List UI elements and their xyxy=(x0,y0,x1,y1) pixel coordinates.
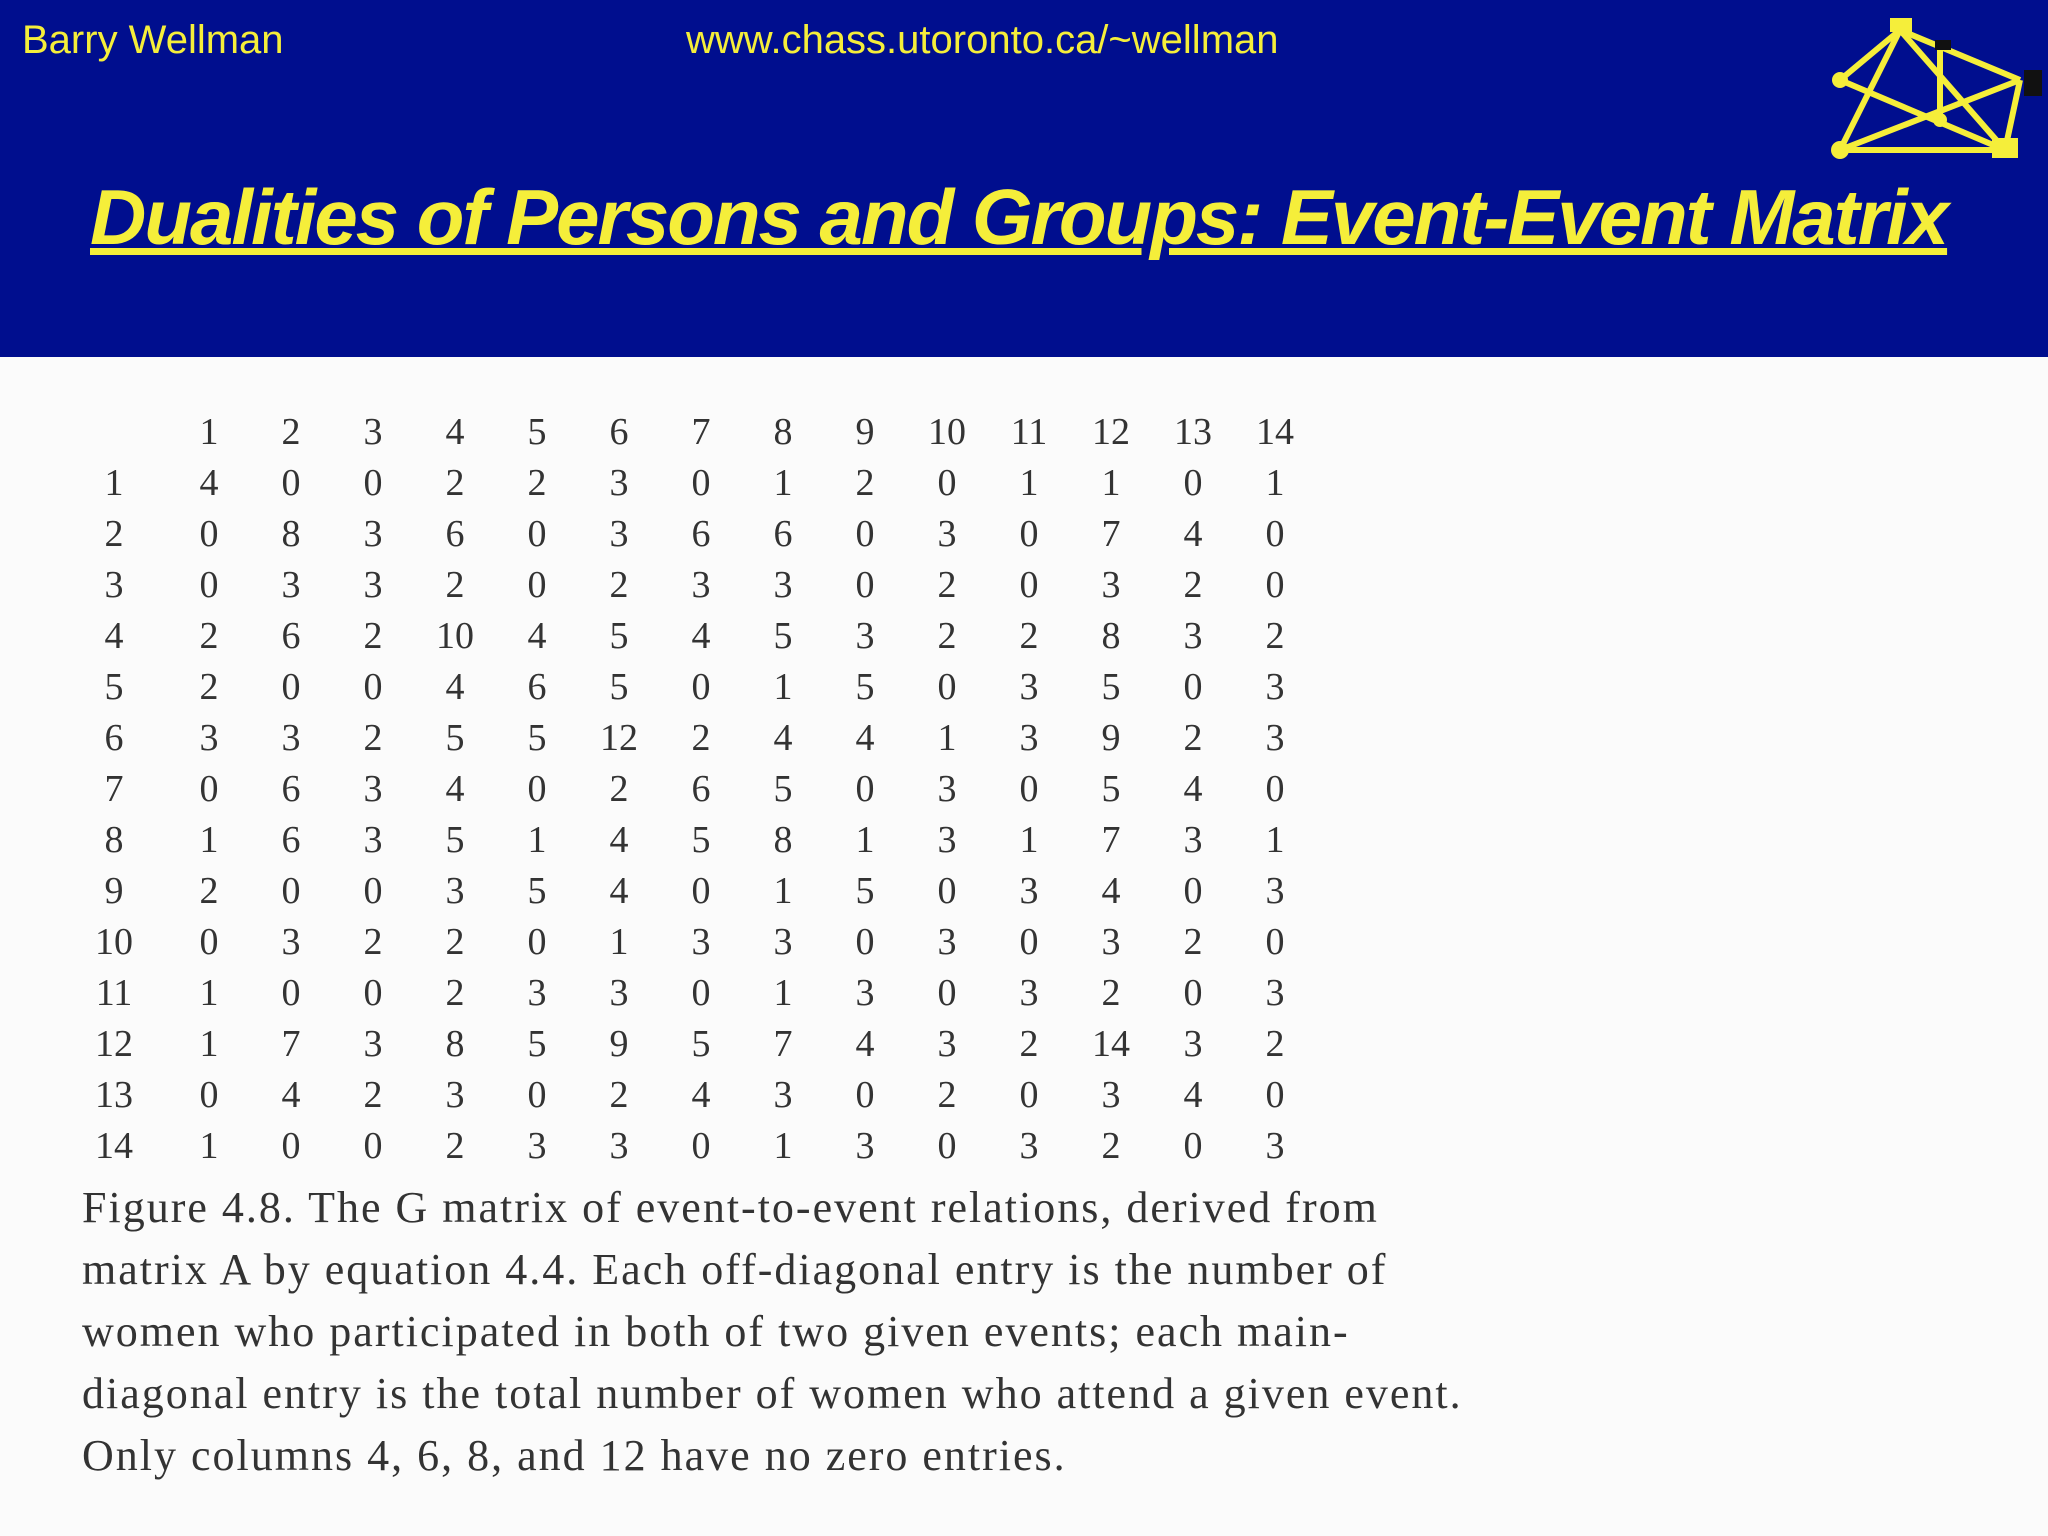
matrix-cell: 5 xyxy=(691,1023,711,1065)
row-label: 9 xyxy=(104,870,124,912)
row-label: 2 xyxy=(104,513,124,555)
column-header: 7 xyxy=(691,411,711,453)
row-label: 6 xyxy=(104,717,124,759)
matrix-cell: 0 xyxy=(199,1074,219,1116)
matrix-cell: 0 xyxy=(937,462,957,504)
matrix-cell: 3 xyxy=(281,921,301,963)
matrix-cell: 3 xyxy=(363,819,383,861)
matrix-cell: 3 xyxy=(363,1023,383,1065)
matrix-cell: 2 xyxy=(1183,717,1203,759)
matrix-cell: 4 xyxy=(855,1023,875,1065)
matrix-cell: 0 xyxy=(281,462,301,504)
matrix-cell: 1 xyxy=(1265,819,1285,861)
matrix-cell: 1 xyxy=(199,1023,219,1065)
matrix-cell: 8 xyxy=(281,513,301,555)
matrix-cell: 3 xyxy=(199,717,219,759)
matrix-cell: 5 xyxy=(1101,666,1121,708)
matrix-cell: 2 xyxy=(445,921,465,963)
matrix-row xyxy=(60,611,1316,662)
matrix-cell: 2 xyxy=(199,666,219,708)
matrix-cell: 5 xyxy=(445,717,465,759)
matrix-cell: 5 xyxy=(773,615,793,657)
matrix-cell: 4 xyxy=(691,1074,711,1116)
caption-line: Figure 4.8. The G matrix of event-to-event relations, derived from xyxy=(82,1183,1379,1232)
matrix-cell: 6 xyxy=(445,513,465,555)
matrix-cell: 0 xyxy=(527,1074,547,1116)
matrix-cell: 5 xyxy=(855,870,875,912)
matrix-cell: 2 xyxy=(199,870,219,912)
column-header: 13 xyxy=(1174,411,1212,453)
matrix-cell: 3 xyxy=(527,972,547,1014)
slide-header xyxy=(0,0,2048,357)
matrix-cell: 0 xyxy=(1019,513,1039,555)
matrix-cell: 3 xyxy=(609,1125,629,1167)
matrix-cell: 9 xyxy=(1101,717,1121,759)
matrix-cell: 4 xyxy=(1183,513,1203,555)
matrix-row xyxy=(60,713,1316,764)
matrix-cell: 0 xyxy=(691,666,711,708)
matrix-cell: 4 xyxy=(609,819,629,861)
matrix-cell: 3 xyxy=(1183,615,1203,657)
matrix-cell: 6 xyxy=(691,513,711,555)
matrix-cell: 5 xyxy=(1101,768,1121,810)
matrix-cell: 2 xyxy=(527,462,547,504)
matrix-cell: 0 xyxy=(281,666,301,708)
row-label: 8 xyxy=(104,819,124,861)
matrix-cell: 9 xyxy=(609,1023,629,1065)
matrix-cell: 4 xyxy=(855,717,875,759)
matrix-row xyxy=(60,509,1316,560)
matrix-cell: 6 xyxy=(281,819,301,861)
matrix-cell: 4 xyxy=(199,462,219,504)
matrix-row xyxy=(60,1070,1316,1121)
matrix-cell: 0 xyxy=(527,768,547,810)
matrix-cell: 0 xyxy=(1019,768,1039,810)
matrix-cell: 0 xyxy=(1183,462,1203,504)
matrix-row xyxy=(60,458,1316,509)
matrix-cell: 3 xyxy=(1101,921,1121,963)
matrix-cell: 1 xyxy=(1019,462,1039,504)
matrix-cell: 0 xyxy=(1019,564,1039,606)
matrix-cell: 0 xyxy=(527,921,547,963)
column-header: 14 xyxy=(1256,411,1294,453)
matrix-cell: 3 xyxy=(1101,1074,1121,1116)
column-header: 8 xyxy=(773,411,793,453)
matrix-cell: 0 xyxy=(691,972,711,1014)
matrix-cell: 3 xyxy=(363,564,383,606)
matrix-cell: 2 xyxy=(691,717,711,759)
matrix-cell: 3 xyxy=(609,972,629,1014)
matrix-row xyxy=(60,917,1316,968)
matrix-cell: 4 xyxy=(609,870,629,912)
matrix-row xyxy=(60,560,1316,611)
matrix-cell: 6 xyxy=(527,666,547,708)
matrix-cell: 2 xyxy=(855,462,875,504)
matrix-cell: 1 xyxy=(773,1125,793,1167)
matrix-cell: 1 xyxy=(199,819,219,861)
matrix-cell: 0 xyxy=(199,513,219,555)
matrix-cell: 0 xyxy=(363,870,383,912)
matrix-cell: 2 xyxy=(1019,615,1039,657)
matrix-cell: 4 xyxy=(1183,768,1203,810)
column-header: 3 xyxy=(363,411,383,453)
matrix-cell: 0 xyxy=(1019,1074,1039,1116)
matrix-cell: 0 xyxy=(937,1125,957,1167)
row-label: 5 xyxy=(104,666,124,708)
matrix-row xyxy=(60,815,1316,866)
matrix-cell: 3 xyxy=(527,1125,547,1167)
matrix-cell: 0 xyxy=(1019,921,1039,963)
matrix-cell: 3 xyxy=(855,615,875,657)
row-label: 4 xyxy=(104,615,124,657)
matrix-cell: 8 xyxy=(773,819,793,861)
matrix-cell: 3 xyxy=(1019,717,1039,759)
matrix-cell: 3 xyxy=(363,768,383,810)
caption-line: diagonal entry is the total number of women who attend a given event. xyxy=(82,1369,1463,1418)
matrix-cell: 2 xyxy=(1183,921,1203,963)
matrix-cell: 0 xyxy=(199,768,219,810)
matrix-cell: 0 xyxy=(855,1074,875,1116)
matrix-cell: 4 xyxy=(773,717,793,759)
matrix-cell: 2 xyxy=(1265,1023,1285,1065)
row-label: 13 xyxy=(95,1074,133,1116)
matrix-cell: 0 xyxy=(937,972,957,1014)
matrix-cell: 1 xyxy=(855,819,875,861)
row-label: 1 xyxy=(104,462,124,504)
matrix-cell: 1 xyxy=(199,1125,219,1167)
matrix-cell: 0 xyxy=(363,666,383,708)
matrix-cell: 5 xyxy=(609,615,629,657)
matrix-cell: 3 xyxy=(1265,1125,1285,1167)
matrix-cell: 1 xyxy=(609,921,629,963)
matrix-cell: 3 xyxy=(773,1074,793,1116)
matrix-cell: 5 xyxy=(773,768,793,810)
column-header: 6 xyxy=(609,411,629,453)
matrix-cell: 0 xyxy=(281,870,301,912)
column-header: 9 xyxy=(855,411,875,453)
figure-caption xyxy=(82,1177,2012,1487)
matrix-cell: 2 xyxy=(363,1074,383,1116)
matrix-cell: 3 xyxy=(1265,972,1285,1014)
matrix-cell: 1 xyxy=(527,819,547,861)
matrix-cell: 8 xyxy=(445,1023,465,1065)
matrix-cell: 3 xyxy=(609,513,629,555)
column-header: 5 xyxy=(527,411,547,453)
matrix-cell: 7 xyxy=(1101,513,1121,555)
author-url: www.chass.utoronto.ca/~wellman xyxy=(686,18,1279,62)
matrix-cell: 4 xyxy=(1101,870,1121,912)
matrix-cell: 10 xyxy=(436,615,474,657)
matrix-cell: 5 xyxy=(527,870,547,912)
matrix-cell: 3 xyxy=(1019,972,1039,1014)
matrix-cell: 1 xyxy=(1101,462,1121,504)
matrix-cell: 5 xyxy=(691,819,711,861)
matrix-cell: 0 xyxy=(691,1125,711,1167)
matrix-cell: 3 xyxy=(1265,717,1285,759)
matrix-cell: 1 xyxy=(773,870,793,912)
column-header: 4 xyxy=(445,411,465,453)
matrix-cell: 2 xyxy=(609,768,629,810)
caption-line: matrix A by equation 4.4. Each off-diagonal entry is the number of xyxy=(82,1245,1388,1294)
matrix-cell: 0 xyxy=(363,972,383,1014)
matrix-cell: 3 xyxy=(445,1074,465,1116)
column-header: 11 xyxy=(1010,411,1048,453)
matrix-cell: 0 xyxy=(855,513,875,555)
row-label: 3 xyxy=(104,564,124,606)
matrix-cell: 4 xyxy=(445,768,465,810)
row-label: 11 xyxy=(95,972,133,1014)
column-header: 10 xyxy=(928,411,966,453)
matrix-cell: 2 xyxy=(1101,972,1121,1014)
matrix-cell: 3 xyxy=(773,921,793,963)
matrix-cell: 4 xyxy=(691,615,711,657)
matrix-cell: 3 xyxy=(773,564,793,606)
matrix-cell: 2 xyxy=(445,564,465,606)
column-header: 1 xyxy=(199,411,219,453)
matrix-cell: 0 xyxy=(691,462,711,504)
matrix-cell: 1 xyxy=(1265,462,1285,504)
matrix-cell: 12 xyxy=(600,717,638,759)
matrix-cell: 4 xyxy=(1183,1074,1203,1116)
matrix-cell: 3 xyxy=(691,921,711,963)
matrix-cell: 2 xyxy=(609,1074,629,1116)
matrix-cell: 0 xyxy=(527,564,547,606)
matrix-cell: 3 xyxy=(1183,819,1203,861)
matrix-cell: 1 xyxy=(199,972,219,1014)
caption-line: Only columns 4, 6, 8, and 12 have no zero entries. xyxy=(82,1431,1067,1480)
matrix-cell: 3 xyxy=(1101,564,1121,606)
matrix-cell: 4 xyxy=(445,666,465,708)
matrix-cell: 0 xyxy=(1265,921,1285,963)
matrix-cell: 3 xyxy=(937,819,957,861)
matrix-cell: 2 xyxy=(445,462,465,504)
matrix-cell: 6 xyxy=(281,615,301,657)
matrix-cell: 1 xyxy=(773,462,793,504)
author-name: Barry Wellman xyxy=(22,18,284,62)
event-event-matrix xyxy=(60,407,1316,1172)
matrix-cell: 0 xyxy=(527,513,547,555)
matrix-cell: 0 xyxy=(855,921,875,963)
matrix-cell: 5 xyxy=(445,819,465,861)
matrix-cell: 3 xyxy=(937,513,957,555)
matrix-cell: 2 xyxy=(199,615,219,657)
matrix-cell: 3 xyxy=(691,564,711,606)
matrix-row xyxy=(60,662,1316,713)
matrix-cell: 0 xyxy=(1183,870,1203,912)
row-label: 10 xyxy=(95,921,133,963)
matrix-cell: 3 xyxy=(855,1125,875,1167)
matrix-cell: 2 xyxy=(937,1074,957,1116)
row-label: 7 xyxy=(104,768,124,810)
matrix-cell: 3 xyxy=(281,717,301,759)
matrix-cell: 0 xyxy=(363,1125,383,1167)
matrix-cell: 0 xyxy=(1183,1125,1203,1167)
matrix-cell: 2 xyxy=(1101,1125,1121,1167)
column-header: 12 xyxy=(1092,411,1130,453)
matrix-cell: 0 xyxy=(855,768,875,810)
matrix-cell: 3 xyxy=(937,1023,957,1065)
matrix-cell: 0 xyxy=(281,972,301,1014)
matrix-cell: 2 xyxy=(1183,564,1203,606)
slide-title: Dualities of Persons and Groups: Event-Event Matrix xyxy=(90,173,1948,261)
matrix-cell: 0 xyxy=(363,462,383,504)
matrix-cell: 7 xyxy=(1101,819,1121,861)
matrix-cell: 0 xyxy=(1183,972,1203,1014)
matrix-cell: 3 xyxy=(1019,666,1039,708)
matrix-cell: 1 xyxy=(937,717,957,759)
matrix-cell: 0 xyxy=(281,1125,301,1167)
matrix-cell: 3 xyxy=(937,768,957,810)
caption-line: women who participated in both of two given events; each main- xyxy=(82,1307,1350,1356)
matrix-row xyxy=(60,968,1316,1019)
matrix-cell: 3 xyxy=(445,870,465,912)
matrix-cell: 3 xyxy=(1265,870,1285,912)
matrix-cell: 2 xyxy=(363,921,383,963)
matrix-cell: 0 xyxy=(937,870,957,912)
matrix-cell: 3 xyxy=(1183,1023,1203,1065)
matrix-cell: 2 xyxy=(363,615,383,657)
matrix-cell: 2 xyxy=(937,564,957,606)
matrix-cell: 0 xyxy=(855,564,875,606)
matrix-header-row xyxy=(60,407,1316,458)
matrix-body xyxy=(60,458,1316,1172)
matrix-cell: 6 xyxy=(691,768,711,810)
matrix-cell: 2 xyxy=(363,717,383,759)
matrix-cell: 2 xyxy=(1265,615,1285,657)
matrix-cell: 1 xyxy=(773,972,793,1014)
matrix-cell: 0 xyxy=(199,564,219,606)
matrix-cell: 0 xyxy=(1265,513,1285,555)
matrix-cell: 7 xyxy=(281,1023,301,1065)
matrix-cell: 2 xyxy=(445,972,465,1014)
matrix-cell: 1 xyxy=(773,666,793,708)
matrix-cell: 5 xyxy=(527,717,547,759)
matrix-row xyxy=(60,1121,1316,1172)
slide-content xyxy=(0,357,2048,1536)
matrix-corner xyxy=(60,407,168,458)
row-label: 12 xyxy=(95,1023,133,1065)
matrix-cell: 3 xyxy=(363,513,383,555)
matrix-cell: 3 xyxy=(1019,1125,1039,1167)
matrix-row xyxy=(60,866,1316,917)
matrix-cell: 5 xyxy=(527,1023,547,1065)
matrix-cell: 0 xyxy=(1265,768,1285,810)
row-label: 14 xyxy=(95,1125,133,1167)
matrix-cell: 3 xyxy=(609,462,629,504)
matrix-cell: 2 xyxy=(1019,1023,1039,1065)
matrix-cell: 3 xyxy=(281,564,301,606)
matrix-cell: 0 xyxy=(199,921,219,963)
matrix-cell: 8 xyxy=(1101,615,1121,657)
matrix-cell: 3 xyxy=(855,972,875,1014)
matrix-cell: 5 xyxy=(609,666,629,708)
matrix-cell: 3 xyxy=(1265,666,1285,708)
matrix-cell: 4 xyxy=(281,1074,301,1116)
matrix-cell: 14 xyxy=(1092,1023,1130,1065)
matrix-cell: 0 xyxy=(1265,564,1285,606)
matrix-cell: 4 xyxy=(527,615,547,657)
matrix-cell: 0 xyxy=(937,666,957,708)
matrix-cell: 2 xyxy=(609,564,629,606)
column-header: 2 xyxy=(281,411,301,453)
matrix-cell: 7 xyxy=(773,1023,793,1065)
matrix-cell: 5 xyxy=(855,666,875,708)
matrix-cell: 6 xyxy=(773,513,793,555)
matrix-cell: 3 xyxy=(937,921,957,963)
matrix-cell: 2 xyxy=(445,1125,465,1167)
matrix-cell: 0 xyxy=(1265,1074,1285,1116)
matrix-row xyxy=(60,764,1316,815)
matrix-cell: 6 xyxy=(281,768,301,810)
matrix-cell: 2 xyxy=(937,615,957,657)
social-network-icon xyxy=(1820,10,2045,170)
matrix-cell: 0 xyxy=(691,870,711,912)
matrix-cell: 3 xyxy=(1019,870,1039,912)
matrix-cell: 0 xyxy=(1183,666,1203,708)
matrix-row xyxy=(60,1019,1316,1070)
matrix-cell: 1 xyxy=(1019,819,1039,861)
